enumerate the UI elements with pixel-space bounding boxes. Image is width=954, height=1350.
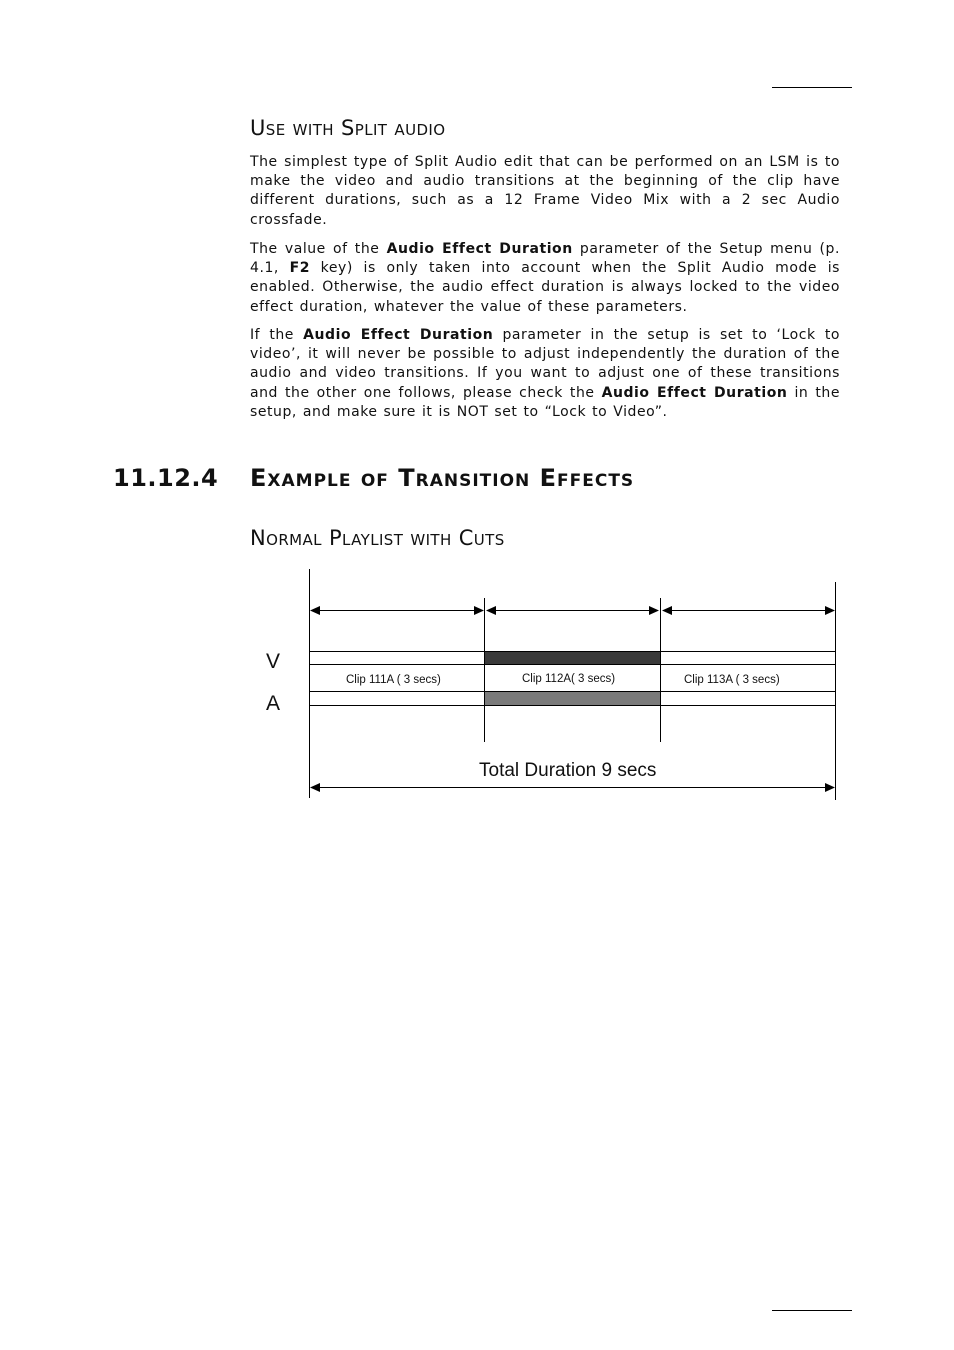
track-label-video: V	[266, 650, 281, 673]
audio-clip-3	[661, 692, 835, 705]
paragraph-text: parameter in the setup is set to ‘Lock to video’, it will never be possible to adjust independently the duration of the audio and video transitions. If you want to adjust one of these transitions and the other one follows, please check the	[250, 327, 840, 401]
bold-term: F2	[289, 260, 310, 277]
section-number: 11.12.4	[113, 464, 219, 492]
total-duration-label: Total Duration 9 secs	[479, 760, 657, 781]
clip-label-1: Clip 111A ( 3 secs)	[346, 674, 441, 686]
paragraph-text: parameter of the Setup menu (p. 4.1,	[250, 241, 840, 277]
video-clip-1	[310, 651, 484, 664]
clip-label-2: Clip 112A( 3 secs)	[522, 673, 616, 685]
track-label-audio: A	[266, 692, 281, 715]
video-track	[310, 651, 835, 664]
heading-use-with-split-audio: Use with Split audio	[250, 116, 446, 140]
video-clip-2	[485, 651, 660, 664]
paragraph-text: The simplest type of Split Audio edit that can be performed on an LSM is to make the video and audio transitions at the beginning of the clip have different durations, such as a 12 Frame Video Mix with a 2 sec Audio crossfade.	[250, 154, 840, 228]
paragraph-text: The value of the	[250, 241, 387, 257]
section-title-example-transition-effects: Example of Transition Effects	[250, 464, 635, 492]
paragraph-text: If the	[250, 327, 304, 343]
audio-clip-2	[485, 692, 660, 705]
clip-label-3: Clip 113A ( 3 secs)	[684, 674, 780, 686]
audio-track	[310, 692, 835, 705]
heading-normal-playlist-with-cuts: Normal Playlist with Cuts	[250, 526, 505, 550]
video-clip-3	[661, 651, 835, 664]
bold-term: Audio Effect Duration	[601, 384, 788, 401]
paragraph-text: in the setup, and make sure it is NOT set to “Lock to Video”.	[250, 384, 840, 420]
audio-clip-1	[310, 692, 484, 705]
paragraph-text: key) is only taken into account when the Split Audio mode is enabled. Otherwise, the audio effect duration is always locked to the video effect duration, whatever the value of these parameters.	[250, 260, 840, 315]
bold-term: Audio Effect Duration	[386, 241, 573, 257]
bold-term: Audio Effect Duration	[303, 327, 494, 343]
footer-rule	[772, 1310, 852, 1311]
